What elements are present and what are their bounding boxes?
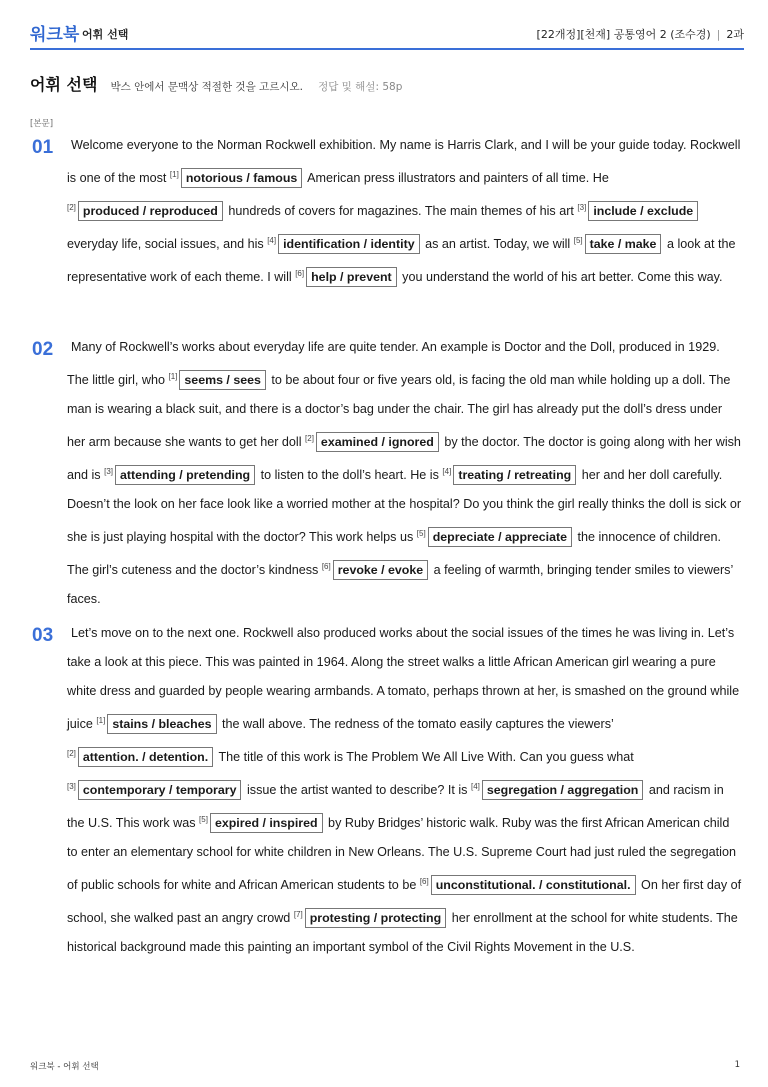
choice-item [471,783,645,797]
page-number: 1 [734,1060,740,1070]
section-number: 03 [32,625,54,646]
answer-reference: 정답 및 해설: 58p [318,81,403,93]
choice-marker: [6] [419,877,429,886]
passage-text [67,131,743,292]
header-separator: | [716,28,721,41]
choice-item [96,717,218,731]
passage-segment: by Ruby Bridges’ historic walk. Ruby was the first African American child to enter an elementary school for white children in New Orleans. The U.S. Supreme Court had just ruled the segregation of public schools for white and African American students to be [67,816,736,892]
passage-segment: the innocence of children. The girl’s cuteness and the doctor’s kindness [67,530,722,577]
passage-segment: everyday life, social issues, and his [67,237,268,251]
choice-box[interactable]: unconstitutional. / constitutional. [431,875,636,895]
choice-box[interactable]: include / exclude [588,201,698,221]
choice-marker: [6] [295,269,305,278]
choice-box[interactable]: notorious / famous [181,168,303,188]
choice-marker: [4] [442,467,452,476]
passage-text [67,333,743,614]
brand-title: 워크북 [30,25,80,45]
passage-segment: a look at the representative work of each theme. I will [67,237,736,284]
passage-segment: a feeling of warmth, bringing tender smiles to viewers’ faces. [67,563,733,606]
choice-marker: [1] [96,716,106,725]
choice-box[interactable]: revoke / evoke [333,560,428,580]
passage-segment: hundreds of covers for magazines. The main themes of his art [224,204,578,218]
passage-segment: The title of this work is The Problem We All Live With. Can you guess what [215,750,634,764]
choice-item [104,468,257,482]
choice-item [322,563,430,577]
choice-marker: [7] [293,910,303,919]
choice-item [305,435,441,449]
section-tag: [본문] [30,119,54,129]
choice-marker: [2] [67,203,76,212]
passage-segment: On her first day of school, she walked past an angry crowd [67,878,742,925]
choice-marker: [3] [67,782,76,791]
choice-marker: [3] [577,203,587,212]
passage-segment: as an artist. Today, we will [421,237,574,251]
choice-marker: [3] [104,467,114,476]
choice-box[interactable]: help / prevent [306,267,397,287]
choice-box[interactable]: attending / pretending [115,465,255,485]
choice-item [67,204,225,218]
passage-segment: the wall above. The redness of the tomato easily captures the viewers’ [218,717,614,731]
choice-item [199,816,325,830]
choice-box[interactable]: segregation / aggregation [482,780,643,800]
choice-item [170,171,304,185]
choice-box[interactable]: seems / sees [179,370,265,390]
choice-item [417,530,574,544]
choice-item [267,237,421,251]
choice-box[interactable]: depreciate / appreciate [428,527,572,547]
passage-segment: her and her doll carefully. Doesn’t the look on her face look like a worried mother at the hospital? Do you think the girl really thinks the doll is sick or she is just playing hospital with the doctor? This work helps us [67,468,742,544]
choice-item [294,911,448,925]
choice-marker: [2] [305,434,314,443]
passage-segment: Many of Rockwell’s works about everyday life are quite tender. An example is Doctor and the Doll, produced in 1929. The little girl, who [67,340,720,387]
choice-marker: [6] [321,562,331,571]
section-number: 01 [32,137,54,158]
choice-box[interactable]: protesting / protecting [305,908,446,928]
choice-marker: [5] [573,236,583,245]
choice-box[interactable]: expired / inspired [210,813,323,833]
choice-marker: [1] [169,170,179,179]
passage-segment: by the doctor. The doctor is going along with her wish and is [67,435,741,482]
choice-marker: [5] [199,815,208,824]
instruction-text: 박스 안에서 문맥상 적절한 것을 고르시오. [110,81,303,93]
passage-segment: issue the artist wanted to describe? It is [243,783,471,797]
choice-box[interactable]: treating / retreating [453,465,576,485]
passage-text [67,619,743,962]
choice-box[interactable]: produced / reproduced [78,201,223,221]
passage-segment: Let’s move on to the next one. Rockwell also produced works about the social issues of the times he was living in. Let’s take a look at this piece. This was painted in 1964. Along the street walks a little African American girl wearing a pure white dress and guarded by people wearing armbands. A tomato, perhaps thrown at her, is smashed on the ground while juice [67,626,740,731]
choice-item [67,750,215,764]
page-title-bar [30,72,402,95]
choice-box[interactable]: contemporary / temporary [78,780,242,800]
choice-marker: [5] [416,529,426,538]
passage-segment: to be about four or five years old, is facing the old man while holding up a doll. The man is wearing a black suit, and there is a doctor’s bag under the chair. The girl has already put the doll’s dress under her arm because she wants to get her doll [67,373,731,449]
passage-segment: to listen to the doll’s heart. He is [257,468,443,482]
passage-segment: you understand the world of his art better. Come this way. [398,270,723,284]
choice-box[interactable]: take / make [585,234,662,254]
brand-subtitle: 어휘 선택 [82,28,129,41]
footer-label: 워크북 - 어휘 선택 [30,1062,99,1072]
course-info [537,26,744,42]
unit-label: 2과 [726,28,744,41]
passage-segment: and racism in the U.S. This work was [67,783,724,830]
choice-item [574,237,664,251]
section-number: 02 [32,339,54,360]
choice-marker: [1] [168,372,178,381]
choice-marker: [4] [267,236,277,245]
passage-segment: her enrollment at the school for white students. The historical background made this painting an important symbol of the Civil Rights Movement in the U.S. [67,911,738,954]
choice-item [577,204,700,218]
choice-box[interactable]: examined / ignored [316,432,439,452]
passage-segment: American press illustrators and painters of all time. He [304,171,609,185]
choice-marker: [4] [470,782,480,791]
page-header [30,18,744,50]
choice-item [295,270,398,284]
choice-marker: [2] [67,749,76,758]
passage-segment: Welcome everyone to the Norman Rockwell exhibition. My name is Harris Clark, and I will be your guide today. Rockwell is one of the most [67,138,741,185]
course-name: [22개정][천재] 공통영어 2 (조수경) [536,28,711,41]
choice-item [169,373,268,387]
choice-box[interactable]: identification / identity [278,234,419,254]
choice-box[interactable]: attention. / detention. [78,747,213,767]
page-title: 어휘 선택 [30,75,98,94]
choice-item [67,783,243,797]
choice-item [420,878,638,892]
choice-item [442,468,578,482]
choice-box[interactable]: stains / bleaches [107,714,216,734]
